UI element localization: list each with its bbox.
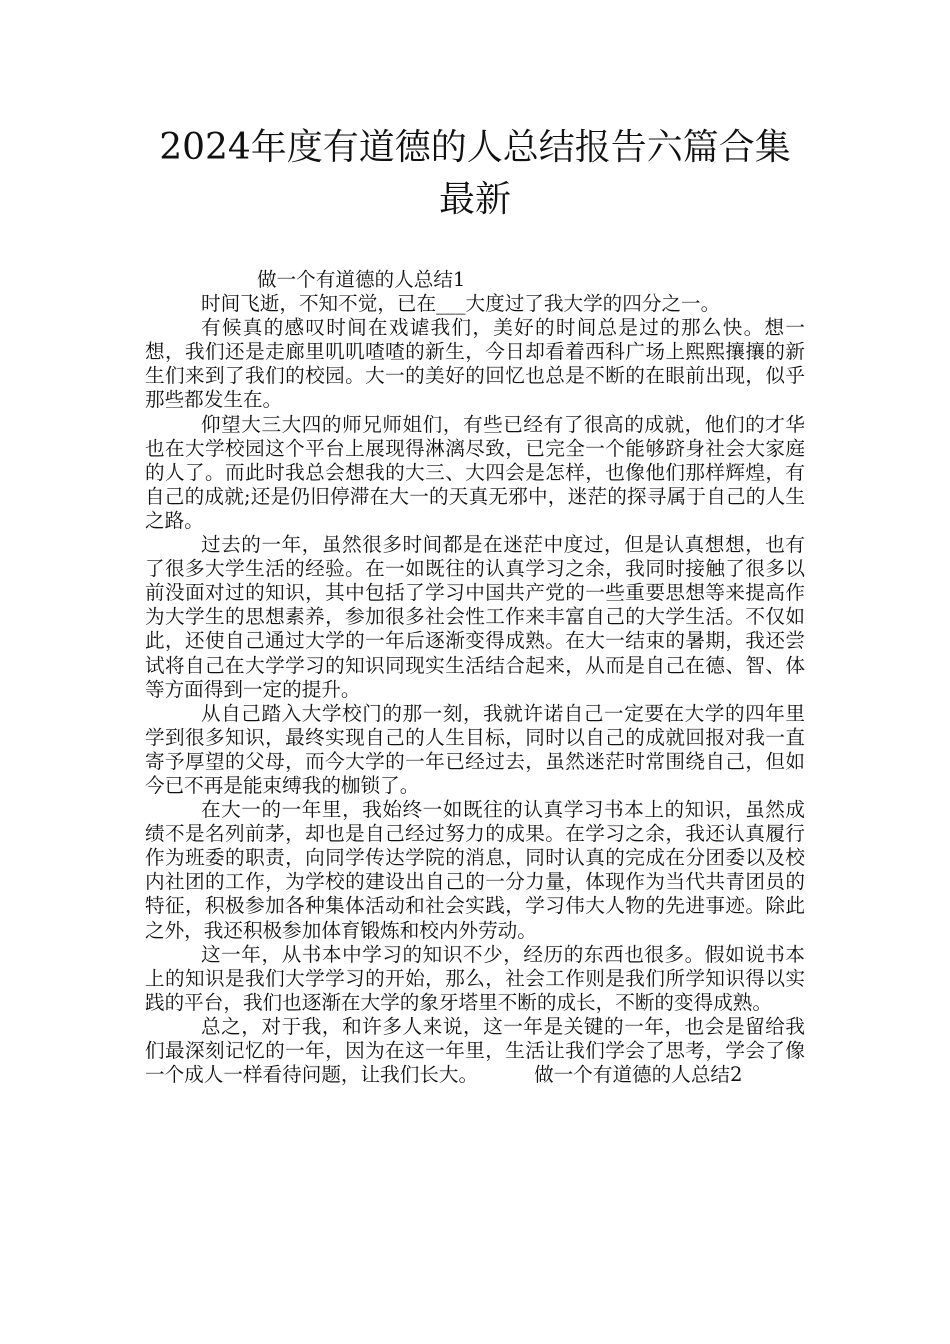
paragraph: 过去的一年，虽然很多时间都是在迷茫中度过，但是认真想想，也有了很多大学生活的经验。在一如既往的认真学习之余，我同时接触了很多以前没面对过的知识，其中包括了学习中国共产党的一些重要思想等来提高作为大学生的思想素养，参加很多社会性工作来丰富自己的大学生活。不仅如此，还使自己通过大学的一年后逐渐变得成熟。在大一结束的暑期，我还尝试将自己在大学学习的知识同现实生活结合起来，从而是自己在德、智、体等方面得到一定的提升。	[145, 533, 805, 701]
document-title: 2024年度有道德的人总结报告六篇合集最新	[159, 127, 791, 220]
paragraph: 时间飞逝，不知不觉，已在___大度过了我大学的四分之一。	[201, 292, 721, 316]
section-heading: 做一个有道德的人总结2	[534, 1063, 743, 1087]
document-body	[145, 268, 805, 1087]
paragraph: 仰望大三大四的师兄师姐们，有些已经有了很高的成就，他们的才华也在大学校园这个平台上展现得淋漓尽致，已完全一个能够跻身社会大家庭的人了。而此时我总会想我的大三、大四会是怎样，也像他们那样辉煌，有自己的成就;还是仍旧停滞在大一的天真无邪中，迷茫的探寻属于自己的人生之路。	[145, 412, 805, 532]
paragraph: 在大一的一年里，我始终一如既往的认真学习书本上的知识，虽然成绩不是名列前茅，却也是自己经过努力的成果。在学习之余，我还认真履行作为班委的职责，向同学传达学院的消息，同时认真的完成在分团委以及校内社团的工作，为学校的建设出自己的一分力量，体现作为当代共青团员的特征，积极参加各种集体活动和社会实践，学习伟大人物的先进事迹。除此之外，我还积极参加体育锻炼和校内外劳动。	[145, 798, 805, 942]
paragraph-text: 总之，对于我，和许多人来说，这一年是关键的一年，也会是留给我们最深刻记忆的一年，因为在这一年里，生活让我们学会了思考，学会了像一个成人一样看待问题，让我们长大。	[145, 1014, 805, 1087]
section-heading: 做一个有道德的人总结1	[257, 268, 466, 291]
paragraph-with-heading	[145, 1015, 805, 1087]
paragraph: 有候真的感叹时间在戏谑我们，美好的时间总是过的那么快。想一想，我们还是走廊里叽叽喳喳的新生，今日却看着西科广场上熙熙攘攘的新生们来到了我们的校园。大一的美好的回忆也总是不断的在眼前出现，似乎那些都发生在。	[145, 316, 805, 412]
paragraph: 这一年，从书本中学习的知识不少，经历的东西也很多。假如说书本上的知识是我们大学学习的开始，那么，社会工作则是我们所学知识得以实践的平台，我们也逐渐在大学的象牙塔里不断的成长，不断的变得成熟。	[145, 942, 805, 1014]
paragraph: 从自己踏入大学校门的那一刻，我就许诺自己一定要在大学的四年里学到很多知识，最终实现自己的人生目标，同时以自己的成就回报对我一直寄予厚望的父母，而今大学的一年已经过去，虽然迷茫时常围绕自己，但如今已不再是能束缚我的枷锁了。	[145, 701, 805, 797]
